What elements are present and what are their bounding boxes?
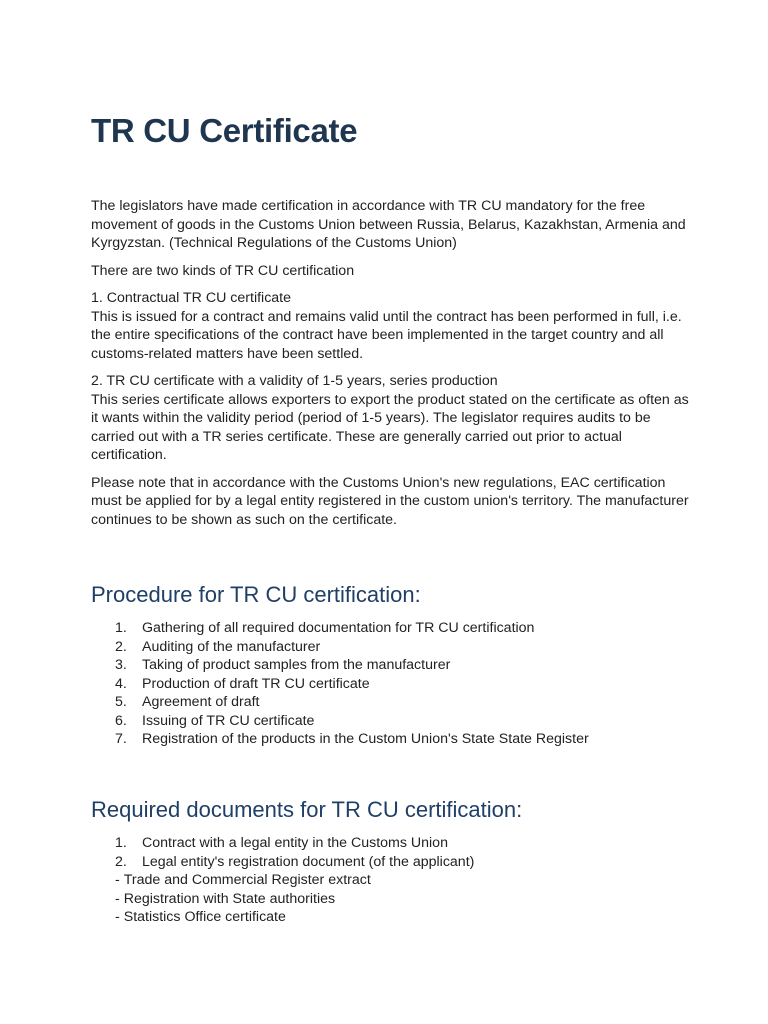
- kind-2-block: [91, 372, 691, 465]
- registration-sub-list: [91, 871, 474, 927]
- kind-1-block: [91, 289, 691, 363]
- list-item: 1. Gathering of all required documentation for TR CU certification: [115, 620, 535, 636]
- list-item: 3. Taking of product samples from the manufacturer: [115, 657, 451, 673]
- kind-1-text: This is issued for a contract and remains valid until the contract has been performed in full, i.e. the entire specifications of the contract have been implemented in the target country and all customs-related matters have been settled.: [91, 308, 682, 362]
- list-item: 1. Contract with a legal entity in the Customs Union: [115, 835, 448, 851]
- kinds-intro: There are two kinds of TR CU certification: [91, 262, 355, 279]
- list-item: 6. Issuing of TR CU certificate: [115, 712, 315, 729]
- list-item: - Statistics Office certificate: [115, 909, 286, 925]
- required-documents-list: [91, 834, 474, 871]
- list-item: 7. Registration of the products in the Custom Union's State State Register: [115, 731, 589, 747]
- document-title: TR CU Certificate: [91, 112, 358, 149]
- kind-2-text: This series certificate allows exporters to export the product stated on the certificate as often as it wants within the validity period (period of 1-5 years). The legislator requires audits to be carried out with a TR series certificate. These are generally carried out prior to actual certification.: [91, 391, 689, 463]
- list-item: - Trade and Commercial Register extract: [115, 872, 371, 888]
- list-item: 4. Production of draft TR CU certificate: [115, 675, 370, 692]
- required-documents-heading: Required documents for TR CU certification:: [91, 797, 523, 822]
- kind-2-title: 2. TR CU certificate with a validity of 1-5 years, series production: [91, 373, 498, 389]
- list-item: 2. Auditing of the manufacturer: [115, 638, 321, 655]
- list-item: 2. Legal entity's registration document (of the applicant): [115, 853, 475, 870]
- procedure-list: [91, 619, 589, 749]
- intro-section: [91, 197, 691, 538]
- regulation-note: Please note that in accordance with the Customs Union's new regulations, EAC certification must be applied for by a legal entity registered in the custom union's territory. The manufacturer continues to be shown as such on the certificate.: [91, 474, 689, 528]
- intro-paragraph: The legislators have made certification in accordance with TR CU mandatory for the free movement of goods in the Customs Union between Russia, Belarus, Kazakhstan, Armenia and Kyrgyzstan. (Technical Regulations of the Customs Union): [91, 198, 686, 251]
- required-documents-section: [91, 834, 474, 927]
- procedure-heading: Procedure for TR CU certification:: [91, 582, 421, 607]
- kind-1-title: 1. Contractual TR CU certificate: [91, 290, 292, 306]
- list-item: 5. Agreement of draft: [115, 694, 260, 710]
- list-item: - Registration with State authorities: [115, 890, 336, 907]
